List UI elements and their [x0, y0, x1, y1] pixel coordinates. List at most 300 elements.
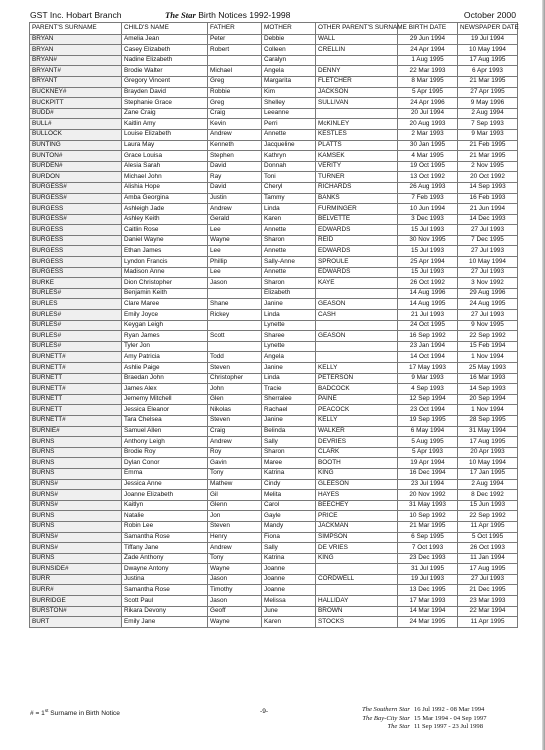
- column-header: OTHER PARENT'S SURNAME: [316, 23, 398, 35]
- mother-cell: Mandy: [262, 521, 316, 532]
- newspaper-date-cell: 10 May 1994: [458, 45, 518, 56]
- parent-surname-cell: BUNTON#: [30, 151, 122, 162]
- birth-date-cell: 26 Oct 1992: [398, 278, 458, 289]
- other-parent-surname-cell: KESTLES: [316, 129, 398, 140]
- birth-date-cell: 1 Aug 1995: [398, 55, 458, 66]
- mother-cell: Cheryl: [262, 182, 316, 193]
- table-body: [30, 34, 518, 627]
- birth-date-cell: 31 May 1993: [398, 500, 458, 511]
- child-name-cell: Gregory Vincent: [122, 76, 208, 87]
- mother-cell: Belinda: [262, 426, 316, 437]
- child-name-cell: Jessica Eleanor: [122, 405, 208, 416]
- father-cell: Andrew: [208, 129, 262, 140]
- mother-cell: Katrina: [262, 468, 316, 479]
- other-parent-surname-cell: HALLIDAY: [316, 596, 398, 607]
- mother-cell: Annette: [262, 225, 316, 236]
- parent-surname-cell: BURLES#: [30, 320, 122, 331]
- birth-date-cell: 31 Jul 1995: [398, 564, 458, 575]
- father-cell: Christopher: [208, 373, 262, 384]
- father-cell: Steven: [208, 415, 262, 426]
- birth-date-cell: 30 Jan 1995: [398, 140, 458, 151]
- father-cell: Greg: [208, 76, 262, 87]
- birth-date-cell: 15 Jul 1993: [398, 267, 458, 278]
- newspaper-date-cell: 21 Feb 1995: [458, 140, 518, 151]
- father-cell: Justin: [208, 193, 262, 204]
- birth-date-cell: 5 Apr 1993: [398, 447, 458, 458]
- mother-cell: Janine: [262, 415, 316, 426]
- child-name-cell: Keygan Leigh: [122, 320, 208, 331]
- mother-cell: Angela: [262, 352, 316, 363]
- parent-surname-cell: BURNS#: [30, 490, 122, 501]
- column-header: FATHER: [208, 23, 262, 35]
- newspaper-date-cell: 11 Jan 1994: [458, 553, 518, 564]
- table-row: [30, 214, 518, 225]
- table-row: [30, 235, 518, 246]
- table-row: [30, 119, 518, 130]
- birth-date-cell: 7 Feb 1993: [398, 193, 458, 204]
- parent-surname-cell: BURLES: [30, 299, 122, 310]
- father-cell: Wayne: [208, 235, 262, 246]
- parent-surname-cell: BURGESS#: [30, 214, 122, 225]
- column-header: PARENT'S SURNAME: [30, 23, 122, 35]
- table-row: [30, 585, 518, 596]
- mother-cell: Katrina: [262, 553, 316, 564]
- table-row: [30, 553, 518, 564]
- other-parent-surname-cell: [316, 564, 398, 575]
- mother-cell: Cindy: [262, 479, 316, 490]
- parent-surname-cell: BURNS#: [30, 532, 122, 543]
- newspaper-date-cell: 6 Apr 1993: [458, 66, 518, 77]
- father-cell: Wayne: [208, 617, 262, 628]
- father-cell: Peter: [208, 34, 262, 45]
- birth-date-cell: 3 Dec 1993: [398, 214, 458, 225]
- birth-date-cell: 16 Sep 1992: [398, 331, 458, 342]
- parent-surname-cell: BURNS: [30, 468, 122, 479]
- other-parent-surname-cell: CORDWELL: [316, 574, 398, 585]
- child-name-cell: Robin Lee: [122, 521, 208, 532]
- father-cell: Jason: [208, 278, 262, 289]
- child-name-cell: Tyler Jon: [122, 341, 208, 352]
- table-row: [30, 468, 518, 479]
- child-name-cell: Caitlin Rose: [122, 225, 208, 236]
- table-row: [30, 490, 518, 501]
- table-row: [30, 384, 518, 395]
- mother-cell: Lynette: [262, 320, 316, 331]
- table-row: [30, 606, 518, 617]
- child-name-cell: Ryan James: [122, 331, 208, 342]
- mother-cell: Margarita: [262, 76, 316, 87]
- father-cell: [208, 55, 262, 66]
- table-row: [30, 617, 518, 628]
- birth-date-cell: 8 Mar 1995: [398, 76, 458, 87]
- branch-name: GST Inc. Hobart Branch: [30, 10, 122, 20]
- birth-date-cell: 4 Mar 1995: [398, 151, 458, 162]
- other-parent-surname-cell: [316, 288, 398, 299]
- birth-date-cell: 6 Sep 1995: [398, 532, 458, 543]
- table-row: [30, 479, 518, 490]
- column-header: MOTHER: [262, 23, 316, 35]
- table-row: [30, 129, 518, 140]
- edition-paper: The Southern Star: [362, 706, 410, 713]
- newspaper-date-cell: 27 Jul 1993: [458, 310, 518, 321]
- child-name-cell: Dwayne Antony: [122, 564, 208, 575]
- table-row: [30, 299, 518, 310]
- father-cell: Steven: [208, 363, 262, 374]
- child-name-cell: Joanne Elizabeth: [122, 490, 208, 501]
- parent-surname-cell: BURNETT#: [30, 384, 122, 395]
- father-cell: Tony: [208, 468, 262, 479]
- parent-surname-cell: BURKE: [30, 278, 122, 289]
- parent-surname-cell: BURNS#: [30, 479, 122, 490]
- mother-cell: Sharon: [262, 278, 316, 289]
- newspaper-date-cell: 2 Nov 1995: [458, 161, 518, 172]
- child-name-cell: Madison Anne: [122, 267, 208, 278]
- parent-surname-cell: BURNSIDE#: [30, 564, 122, 575]
- birth-date-cell: 16 Dec 1994: [398, 468, 458, 479]
- mother-cell: Linda: [262, 310, 316, 321]
- newspaper-date-cell: 21 Mar 1995: [458, 151, 518, 162]
- child-name-cell: Justina: [122, 574, 208, 585]
- other-parent-surname-cell: GEASON: [316, 299, 398, 310]
- other-parent-surname-cell: FURMINGER: [316, 204, 398, 215]
- table-row: [30, 415, 518, 426]
- mother-cell: Janine: [262, 299, 316, 310]
- birth-date-cell: 5 Aug 1995: [398, 437, 458, 448]
- mother-cell: Caralyn: [262, 55, 316, 66]
- birth-date-cell: 14 Aug 1995: [398, 299, 458, 310]
- table-row: [30, 225, 518, 236]
- mother-cell: Sally: [262, 437, 316, 448]
- parent-surname-cell: BURNETT: [30, 394, 122, 405]
- mother-cell: Sherralee: [262, 394, 316, 405]
- parent-surname-cell: BURLES#: [30, 341, 122, 352]
- mother-cell: Lynette: [262, 341, 316, 352]
- birth-date-cell: 22 Mar 1993: [398, 66, 458, 77]
- newspaper-date-cell: 9 Nov 1995: [458, 320, 518, 331]
- birth-date-cell: 19 Sep 1995: [398, 415, 458, 426]
- birth-date-cell: 7 Oct 1993: [398, 543, 458, 554]
- edition-list: [352, 706, 487, 732]
- edition-line: [352, 706, 487, 715]
- newspaper-date-cell: 17 Aug 1995: [458, 437, 518, 448]
- newspaper-date-cell: 7 Sep 1993: [458, 119, 518, 130]
- birth-date-cell: 10 Jun 1994: [398, 204, 458, 215]
- newspaper-date-cell: 31 May 1994: [458, 426, 518, 437]
- document-date: October 2000: [463, 10, 516, 20]
- other-parent-surname-cell: DEVRIES: [316, 437, 398, 448]
- table-row: [30, 341, 518, 352]
- other-parent-surname-cell: [316, 320, 398, 331]
- other-parent-surname-cell: CLARK: [316, 447, 398, 458]
- parent-surname-cell: BURNS#: [30, 543, 122, 554]
- table-row: [30, 66, 518, 77]
- birth-date-cell: 2 Mar 1993: [398, 129, 458, 140]
- child-name-cell: Emily Jane: [122, 617, 208, 628]
- table-row: [30, 500, 518, 511]
- father-cell: Jon: [208, 511, 262, 522]
- mother-cell: Donnah: [262, 161, 316, 172]
- footnote-text: Surname in Birth Notice: [48, 710, 120, 718]
- parent-surname-cell: BURNS: [30, 447, 122, 458]
- newspaper-date-cell: 26 Oct 1993: [458, 543, 518, 554]
- table-row: [30, 447, 518, 458]
- table-row: [30, 310, 518, 321]
- birth-date-cell: 24 Apr 1994: [398, 45, 458, 56]
- child-name-cell: Clare Maree: [122, 299, 208, 310]
- mother-cell: Rachael: [262, 405, 316, 416]
- father-cell: David: [208, 161, 262, 172]
- other-parent-surname-cell: KAMSEK: [316, 151, 398, 162]
- child-name-cell: Tiffany Jane: [122, 543, 208, 554]
- father-cell: Tony: [208, 553, 262, 564]
- mother-cell: Melissa: [262, 596, 316, 607]
- father-cell: Robbie: [208, 87, 262, 98]
- father-cell: Craig: [208, 108, 262, 119]
- mother-cell: Melita: [262, 490, 316, 501]
- father-cell: Steven: [208, 521, 262, 532]
- other-parent-surname-cell: SULLIVAN: [316, 98, 398, 109]
- other-parent-surname-cell: WALKER: [316, 426, 398, 437]
- parent-surname-cell: BURT: [30, 617, 122, 628]
- birth-date-cell: 6 May 1994: [398, 426, 458, 437]
- mother-cell: Annette: [262, 129, 316, 140]
- newspaper-date-cell: 17 Aug 1995: [458, 564, 518, 575]
- father-cell: Michael: [208, 66, 262, 77]
- birth-date-cell: 26 Aug 1993: [398, 182, 458, 193]
- other-parent-surname-cell: GLEESON: [316, 479, 398, 490]
- newspaper-date-cell: 24 Aug 1995: [458, 299, 518, 310]
- mother-cell: Joanne: [262, 574, 316, 585]
- column-header: BIRTH DATE: [398, 23, 458, 35]
- newspaper-date-cell: 22 Sep 1992: [458, 331, 518, 342]
- parent-surname-cell: BRYAN: [30, 45, 122, 56]
- mother-cell: Annette: [262, 267, 316, 278]
- child-name-cell: Emily Joyce: [122, 310, 208, 321]
- father-cell: Gil: [208, 490, 262, 501]
- birth-date-cell: 24 Mar 1995: [398, 617, 458, 628]
- mother-cell: Linda: [262, 373, 316, 384]
- father-cell: Andrew: [208, 543, 262, 554]
- other-parent-surname-cell: PAINE: [316, 394, 398, 405]
- mother-cell: Kathryn: [262, 151, 316, 162]
- table-row: [30, 543, 518, 554]
- parent-surname-cell: BUCKPITT: [30, 98, 122, 109]
- other-parent-surname-cell: VERITY: [316, 161, 398, 172]
- other-parent-surname-cell: BROWN: [316, 606, 398, 617]
- newspaper-date-cell: 28 Sep 1995: [458, 415, 518, 426]
- footnote-superscript: st: [44, 708, 49, 713]
- birth-date-cell: 19 Jul 1993: [398, 574, 458, 585]
- document-title: [165, 10, 290, 20]
- child-name-cell: Jessica Anne: [122, 479, 208, 490]
- newspaper-date-cell: 23 Mar 1993: [458, 596, 518, 607]
- child-name-cell: Ashlie Paige: [122, 363, 208, 374]
- child-name-cell: Michael John: [122, 172, 208, 183]
- newspaper-date-cell: 7 Dec 1995: [458, 235, 518, 246]
- edition-range: 15 Mar 1994 - 04 Sep 1997: [414, 714, 487, 722]
- father-cell: Ray: [208, 172, 262, 183]
- other-parent-surname-cell: BEECHEY: [316, 500, 398, 511]
- table-row: [30, 34, 518, 45]
- mother-cell: Sharon: [262, 447, 316, 458]
- father-cell: Lee: [208, 225, 262, 236]
- other-parent-surname-cell: TURNER: [316, 172, 398, 183]
- mother-cell: Linda: [262, 204, 316, 215]
- newspaper-date-cell: 15 Jun 1993: [458, 500, 518, 511]
- parent-surname-cell: BURGESS: [30, 204, 122, 215]
- other-parent-surname-cell: KELLY: [316, 363, 398, 374]
- newspaper-date-cell: 2 Aug 1994: [458, 108, 518, 119]
- birth-date-cell: 24 Oct 1995: [398, 320, 458, 331]
- other-parent-surname-cell: PETERSON: [316, 373, 398, 384]
- parent-surname-cell: BURDON: [30, 172, 122, 183]
- mother-cell: Perri: [262, 119, 316, 130]
- footnote: [30, 708, 120, 717]
- table-row: [30, 246, 518, 257]
- mother-cell: Maree: [262, 458, 316, 469]
- child-name-cell: Braedan John: [122, 373, 208, 384]
- child-name-cell: Benjamin Keith: [122, 288, 208, 299]
- table-row: [30, 108, 518, 119]
- parent-surname-cell: BULL#: [30, 119, 122, 130]
- newspaper-date-cell: 17 Jan 1995: [458, 468, 518, 479]
- mother-cell: Joanne: [262, 585, 316, 596]
- other-parent-surname-cell: EDWARDS: [316, 246, 398, 257]
- table-row: [30, 458, 518, 469]
- newspaper-date-cell: 20 Sep 1994: [458, 394, 518, 405]
- birth-date-cell: 14 Mar 1994: [398, 606, 458, 617]
- birth-date-cell: 24 Apr 1996: [398, 98, 458, 109]
- column-header: NEWSPAPER DATE: [458, 23, 518, 35]
- mother-cell: Carol: [262, 500, 316, 511]
- table-row: [30, 76, 518, 87]
- newspaper-date-cell: 14 Dec 1993: [458, 214, 518, 225]
- mother-cell: Leeanne: [262, 108, 316, 119]
- father-cell: Lee: [208, 246, 262, 257]
- other-parent-surname-cell: WALL: [316, 34, 398, 45]
- birth-date-cell: 23 Jul 1994: [398, 479, 458, 490]
- newspaper-date-cell: 27 Jul 1993: [458, 225, 518, 236]
- child-name-cell: Louise Elizabeth: [122, 129, 208, 140]
- parent-surname-cell: BULLOCK: [30, 129, 122, 140]
- father-cell: Henry: [208, 532, 262, 543]
- newspaper-date-cell: 11 Apr 1995: [458, 617, 518, 628]
- other-parent-surname-cell: REID: [316, 235, 398, 246]
- title-newspaper: The Star: [165, 10, 196, 20]
- child-name-cell: Amba Georgina: [122, 193, 208, 204]
- birth-notices-table: [29, 22, 518, 628]
- father-cell: Greg: [208, 98, 262, 109]
- other-parent-surname-cell: DE VRIES: [316, 543, 398, 554]
- birth-date-cell: 15 Jul 1993: [398, 246, 458, 257]
- mother-cell: Karen: [262, 617, 316, 628]
- birth-date-cell: 21 Mar 1995: [398, 521, 458, 532]
- mother-cell: Annette: [262, 246, 316, 257]
- newspaper-date-cell: 27 Apr 1995: [458, 87, 518, 98]
- table-row: [30, 193, 518, 204]
- father-cell: David: [208, 182, 262, 193]
- other-parent-surname-cell: [316, 585, 398, 596]
- table-row: [30, 564, 518, 575]
- table-row: [30, 511, 518, 522]
- parent-surname-cell: BURNETT: [30, 373, 122, 384]
- mother-cell: Fiona: [262, 532, 316, 543]
- other-parent-surname-cell: EDWARDS: [316, 225, 398, 236]
- other-parent-surname-cell: [316, 352, 398, 363]
- edition-paper: The Bay-City Star: [362, 714, 410, 722]
- parent-surname-cell: BURGESS#: [30, 193, 122, 204]
- birth-date-cell: 23 Jan 1994: [398, 341, 458, 352]
- mother-cell: Jacqueline: [262, 140, 316, 151]
- other-parent-surname-cell: EDWARDS: [316, 267, 398, 278]
- parent-surname-cell: BURRIDGE: [30, 596, 122, 607]
- child-name-cell: Rikara Devony: [122, 606, 208, 617]
- mother-cell: Sally: [262, 543, 316, 554]
- child-name-cell: Scott Paul: [122, 596, 208, 607]
- child-name-cell: Ashley Keith: [122, 214, 208, 225]
- table-row: [30, 140, 518, 151]
- birth-date-cell: 13 Dec 1995: [398, 585, 458, 596]
- birth-date-cell: 21 Jul 1993: [398, 310, 458, 321]
- newspaper-date-cell: 9 Mar 1993: [458, 129, 518, 140]
- newspaper-date-cell: 14 Sep 1993: [458, 182, 518, 193]
- table-row: [30, 288, 518, 299]
- birth-date-cell: 20 Aug 1993: [398, 119, 458, 130]
- parent-surname-cell: BUDD#: [30, 108, 122, 119]
- parent-surname-cell: BURNS: [30, 458, 122, 469]
- parent-surname-cell: BURLES#: [30, 288, 122, 299]
- father-cell: [208, 288, 262, 299]
- other-parent-surname-cell: PRICE: [316, 511, 398, 522]
- table-row: [30, 331, 518, 342]
- birth-date-cell: 23 Dec 1993: [398, 553, 458, 564]
- birth-date-cell: 17 Mar 1993: [398, 596, 458, 607]
- father-cell: Scott: [208, 331, 262, 342]
- parent-surname-cell: BURR#: [30, 585, 122, 596]
- mother-cell: Kim: [262, 87, 316, 98]
- parent-surname-cell: BURGESS: [30, 267, 122, 278]
- mother-cell: Elizabeth: [262, 288, 316, 299]
- table-row: [30, 182, 518, 193]
- father-cell: Kenneth: [208, 140, 262, 151]
- table-row: [30, 98, 518, 109]
- newspaper-date-cell: 10 May 1994: [458, 458, 518, 469]
- mother-cell: Angela: [262, 66, 316, 77]
- child-name-cell: Alishia Hope: [122, 182, 208, 193]
- newspaper-date-cell: 27 Jul 1993: [458, 574, 518, 585]
- child-name-cell: Dion Christopher: [122, 278, 208, 289]
- child-name-cell: Nadine Elizabeth: [122, 55, 208, 66]
- table-row: [30, 161, 518, 172]
- birth-date-cell: 4 Sep 1993: [398, 384, 458, 395]
- parent-surname-cell: BURGESS: [30, 246, 122, 257]
- parent-surname-cell: BURGESS: [30, 257, 122, 268]
- other-parent-surname-cell: BANKS: [316, 193, 398, 204]
- father-cell: Kevin: [208, 119, 262, 130]
- table-row: [30, 532, 518, 543]
- newspaper-date-cell: 8 Dec 1992: [458, 490, 518, 501]
- birth-date-cell: 17 May 1993: [398, 363, 458, 374]
- newspaper-date-cell: 5 Oct 1995: [458, 532, 518, 543]
- child-name-cell: Jememy Mitchell: [122, 394, 208, 405]
- newspaper-date-cell: 21 Jun 1994: [458, 204, 518, 215]
- other-parent-surname-cell: KELLY: [316, 415, 398, 426]
- edition-line: [352, 723, 487, 732]
- table-row: [30, 352, 518, 363]
- newspaper-date-cell: 11 Apr 1995: [458, 521, 518, 532]
- newspaper-date-cell: 15 Feb 1994: [458, 341, 518, 352]
- other-parent-surname-cell: McKINLEY: [316, 119, 398, 130]
